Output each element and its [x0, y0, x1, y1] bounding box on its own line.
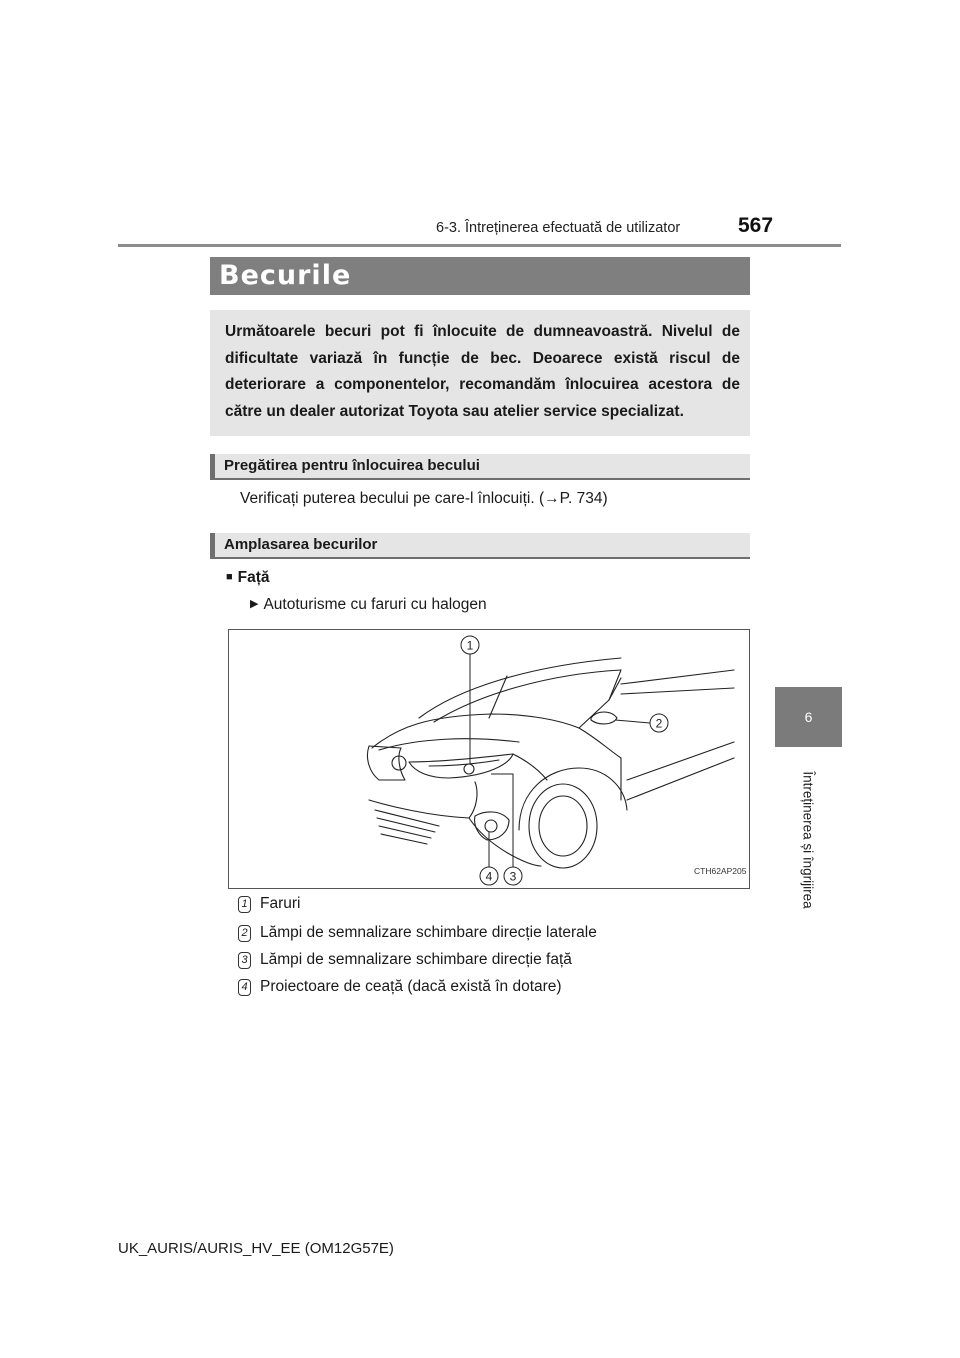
chapter-tab-label: Întreținerea și îngrijirea [800, 771, 816, 909]
callout-2: 2 [655, 716, 663, 731]
intro-box [210, 310, 750, 436]
callout-4: 4 [485, 869, 493, 884]
vehicle-type [250, 596, 487, 614]
section-heading-location: Amplasarea becurilor [210, 533, 750, 559]
chapter-tab: 6 [775, 687, 842, 747]
page-title: Becurile [219, 260, 352, 291]
section-header: 6-3. Întreținerea efectuată de utilizator [436, 220, 681, 236]
callout-1: 1 [466, 638, 474, 653]
page-number: 567 [738, 214, 774, 237]
figure-code: CTH62AP205 [694, 866, 747, 876]
legend-text: Proiectoare de ceață (dacă există în dotare) [260, 978, 562, 995]
vehicle-type-label: Autoturisme cu faruri cu halogen [263, 596, 487, 613]
callout-3: 3 [509, 869, 517, 884]
preparation-text: Verificați puterea becului pe care-l înlocuiți. (→P. 734) [240, 490, 608, 507]
footer-model-code: UK_AURIS/AURIS_HV_EE (OM12G57E) [118, 1240, 394, 1257]
legend-number: 4 [238, 979, 251, 996]
legend-text: Lămpi de semnalizare schimbare direcție față [260, 951, 572, 968]
header-divider [118, 244, 841, 247]
front-subheading-label: Față [237, 569, 270, 586]
legend-number: 2 [238, 925, 251, 942]
section-heading-preparation: Pregătirea pentru înlocuirea becului [210, 454, 750, 480]
car-front-illustration [229, 630, 749, 888]
front-subheading [226, 569, 270, 587]
legend-number: 3 [238, 952, 251, 969]
square-bullet-icon: ■ [226, 571, 233, 583]
legend-text: Lămpi de semnalizare schimbare direcție laterale [260, 924, 597, 941]
intro-text: Următoarele becuri pot fi înlocuite de dumneavoastră. Nivelul de dificultate variază în funcție de bec. Deoarece există riscul de deteriorare a componentelor, recomandăm înlocuirea acestora de către un dealer autorizat Toyota sau atelier service specializat. [225, 323, 740, 420]
legend-text: Faruri [260, 895, 301, 912]
bulb-location-figure [228, 629, 750, 889]
legend-number: 1 [238, 896, 251, 913]
triangle-bullet-icon: ▶ [250, 598, 259, 610]
